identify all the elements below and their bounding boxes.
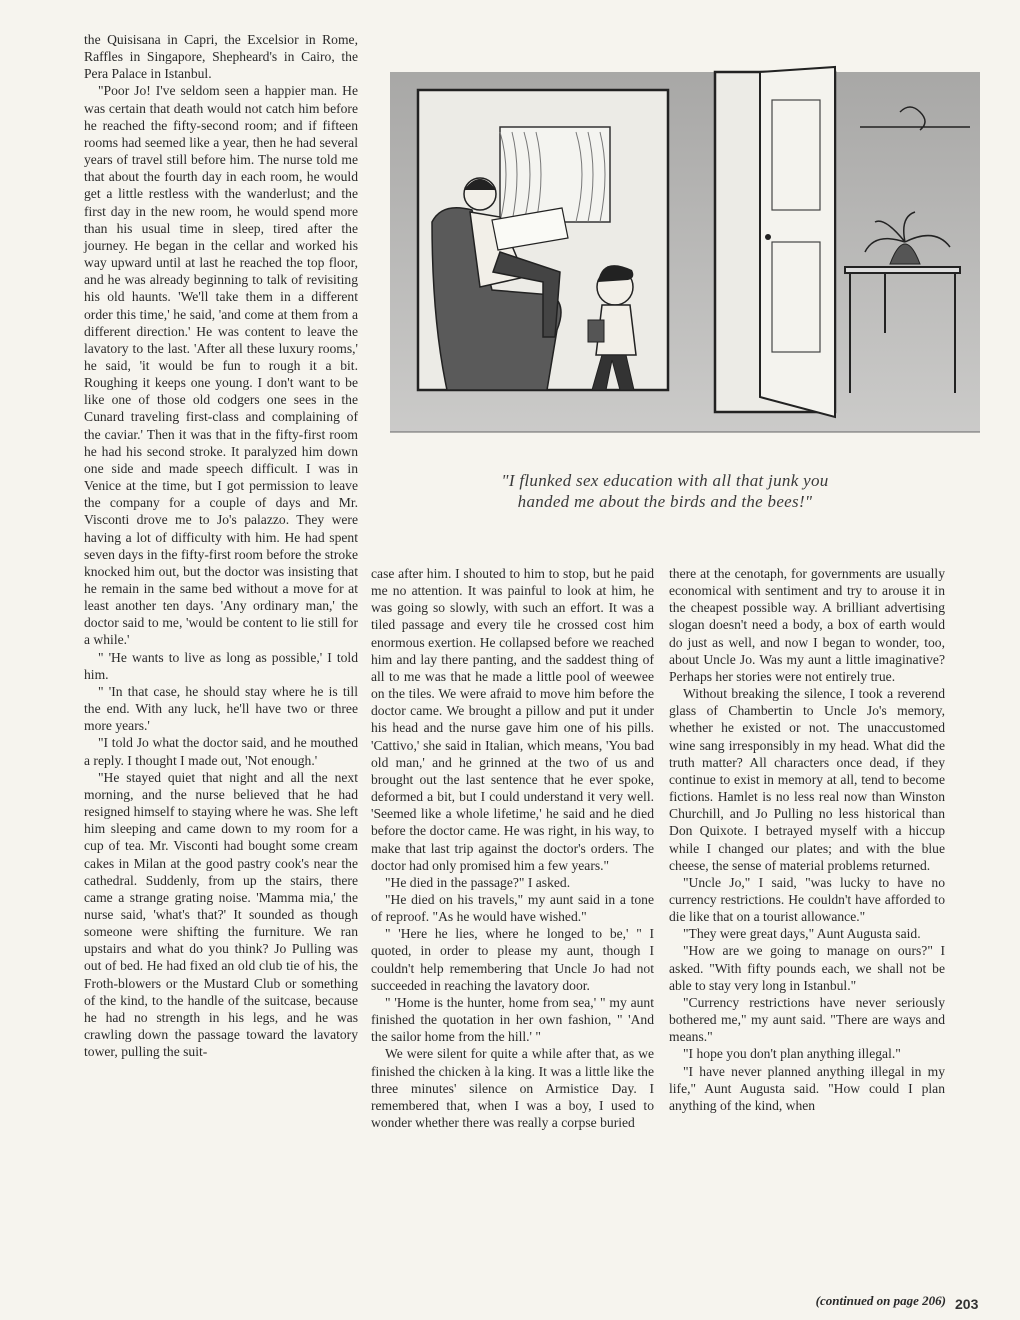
- paragraph: "I told Jo what the doctor said, and he mouthed a reply. I thought I made out, 'Not enough.': [84, 735, 358, 768]
- page-number: 203: [955, 1296, 979, 1312]
- text-column-2: [371, 565, 654, 1131]
- caption-line-1: "I flunked sex education with all that junk you: [501, 471, 829, 490]
- paragraph: case after him. I shouted to him to stop, but he paid me no attention. It was painful to look at him, he was going so slowly, with such an effort. It was a tiled passage and every tile he crossed cost him enormous exertion. He collapsed before we reached him and lay there panting, and the saddest thing of all to me was that he made a little pool of weewee on the tiles. We were afraid to move him before the doctor came. We brought a pillow and put it under his head and the nurse gave him one of his pills. 'Cattivo,' she said in Italian, which means, 'You bad old man,' and he grinned at the two of us and brought out the last sentence that he ever spoke, deformed a bit, but I could understand it very well. 'Seemed like a whole lifetime,' he said and he died before the doctor came. He was right, in his way, to make that last trip against the doctor's orders. The doctor had only promised him a few years.": [371, 566, 654, 873]
- paragraph: "How are we going to manage on ours?" I asked. "With fifty pounds each, we shall not be able to stay very long in Istanbul.": [669, 943, 945, 993]
- continued-notice: (continued on page 206): [815, 1293, 946, 1308]
- text-column-1: [84, 31, 358, 1060]
- paragraph: "He died on his travels," my aunt said in a tone of reproof. "As he would have wished.": [371, 891, 654, 925]
- paragraph: "I hope you don't plan anything illegal.": [683, 1046, 901, 1062]
- paragraph: "He stayed quiet that night and all the next morning, and the nurse believed that he had resigned himself to staying where he was. She left him sleeping and came down to my room for a cup of tea. Mr. Visconti had bought some cream cakes in Milan at the good pastry cook's near the cathedral. Suddenly, from up the stairs, there came a strange grating noise. 'Mamma mia,' the nurse said, 'what's that?' It sounded as though someone were shifting the furniture. We ran upstairs and what do you think? Jo Pulling was out of bed. He had fixed an old club tie of his, the Froth-blowers or the Mustard Club or something of the kind, to the handle of the suitcase, because he had no strength in his legs, and he was crawling down the passage toward the lavatory tower, pulling the suit-: [84, 769, 358, 1060]
- cartoon-caption: [395, 470, 935, 512]
- text-column-3: [669, 565, 945, 1114]
- cartoon-illustration: [380, 52, 990, 472]
- paragraph: "I have never planned anything illegal in my life," Aunt Augusta said. "How could I plan anything of the kind, when: [669, 1063, 945, 1113]
- paragraph: We were silent for quite a while after that, as we finished the chicken à la king. It was a little like the three minutes' silence on Armistice Day. I remembered that, when I was a boy, I used to wonder whether there was really a corpse buried: [371, 1046, 654, 1130]
- paragraph: " 'In that case, he should stay where he is till the end. With any luck, he'll have two or three more years.': [84, 683, 358, 734]
- paragraph: the Quisisana in Capri, the Excelsior in Rome, Raffles in Singapore, Shepheard's in Cairo, the Pera Palace in Istanbul.: [84, 32, 358, 82]
- caption-line-2: handed me about the birds and the bees!": [517, 492, 813, 511]
- paragraph: "Uncle Jo," I said, "was lucky to have no currency restrictions. He couldn't have afforded to die like that on a tourist allowance.": [669, 874, 945, 925]
- paragraph: "He died in the passage?" I asked.: [385, 874, 571, 890]
- paragraph: there at the cenotaph, for governments are usually economical with sentiment and try to arouse it in the cheapest possible way. A brilliant advertising slogan doesn't need a body, a box of earth would do just as well, and now I began to wonder, too, about Uncle Jo. Was my aunt a little imaginative? Perhaps her stories were not entirely true.: [669, 566, 945, 684]
- paragraph: "Currency restrictions have never seriously bothered me," my aunt said. "There are ways and means.": [669, 994, 945, 1045]
- paragraph: " 'Home is the hunter, home from sea,' " my aunt finished the quotation in her own fashion, " 'And the sailor home from the hill.' ": [371, 994, 654, 1045]
- paragraph: "They were great days," Aunt Augusta said.: [683, 926, 921, 942]
- paragraph: Without breaking the silence, I took a reverend glass of Chambertin to Uncle Jo's memory, whether he existed or not. The unaccustomed wine sang irresponsibly in my head. What did the truth matter? All characters once dead, if they continue to exist in memory at all, tend to become fictions. Hamlet is no less real now than Winston Churchill, and Jo Pulling no less historical than Don Quixote. I betrayed myself with a hiccup while I changed our plates; and with the blue cheese, the sense of material problems returned.: [669, 686, 945, 873]
- paragraph: " 'Here he lies, where he longed to be,' " I quoted, in order to please my aunt, though I couldn't help remembering that Uncle Jo had not succeeded in reaching the lavatory door.: [371, 926, 654, 993]
- paragraph: "Poor Jo! I've seldom seen a happier man. He was certain that death would not catch him before he reached the fifty-second room; and if fifteen rooms had seemed like a year, then he had several years of travel still before him. The nurse told me that about the fourth day in each room, he would get a little restless with the wanderlust; and the first day in the new room, he would spend more than his usual time in sleep, tired after the journey. He began in the cellar and worked his way upward until at last he reached the top floor, and he was already beginning to talk of revisiting his old haunts. 'We'll take them in a different order this time,' he said, 'and come at them from a different direction.' He was content to leave the lavatory to the last. 'After all these luxury rooms,' he said, 'it would be fun to rough it a bit. Roughing it keeps one young. I don't want to be like one of those old codgers one sees in the Cunard traveling first-class and complaining of the caviar.' Then it was that in the fifty-first room he had his second stroke. It paralyzed him down one side and made speech difficult. I was in Venice at the time, but I got permission to leave the company for a couple of days and Mr. Visconti drove me to Jo's palazzo. They were having a lot of difficulty with him. He had spent seven days in the fifty-first room before the stroke knocked him out, but the doctor was insisting that he remain in the same bed without a move for at least another ten days. 'Any ordinary man,' the doctor said to me, 'would be content to lie still for a while.': [84, 83, 358, 648]
- paragraph: " 'He wants to live as long as possible,' I told him.: [84, 649, 358, 682]
- cartoon-drawing: [380, 52, 990, 472]
